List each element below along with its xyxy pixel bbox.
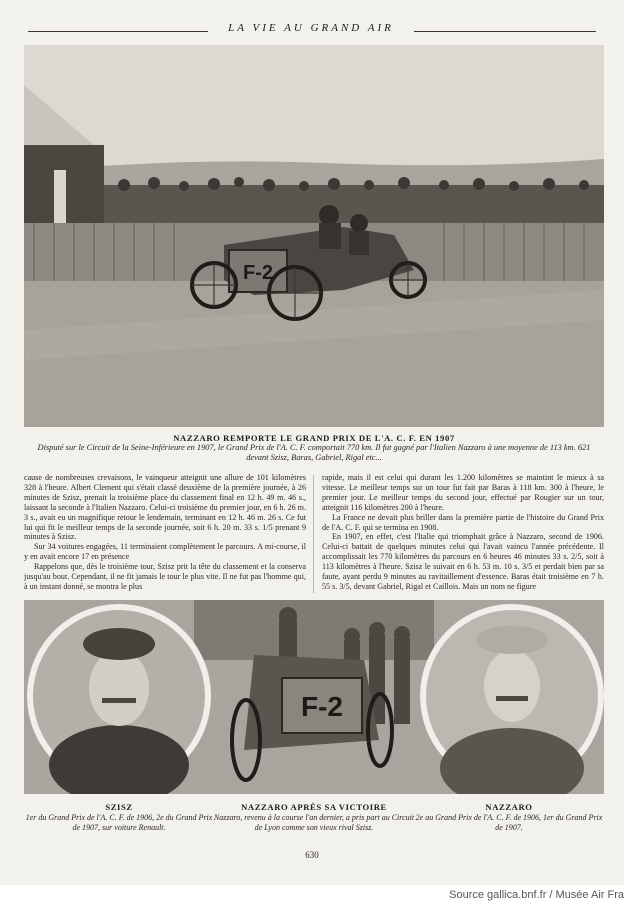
column-divider bbox=[313, 475, 314, 593]
portraits-photo-strip bbox=[24, 600, 604, 794]
car-number-label: F-2 bbox=[243, 262, 273, 284]
paragraph: Rappelons que, dès le troisième tour, Szisz prit la tête du classement et la conserva jusqu'au bout. Cependant, il ne fit jamais le tour le plus vite. Il ne fut pas l'homme qui, à un instant donné, se montra le plus bbox=[24, 562, 306, 591]
article-columns bbox=[24, 473, 604, 595]
top-photo-caption-text: Disputé sur le Circuit de la Seine-Inférieure en 1907, le Grand Prix de l'A. C. F. comportait 770 km. Il fut gagné par l'Italien Nazzaro à une moyenne de 113 km. 621 devant Szisz, Baras, Gabriel, Rigal etc... bbox=[37, 443, 591, 462]
race-car-photo bbox=[24, 45, 604, 427]
car-number-label: F-2 bbox=[301, 691, 343, 722]
caption-text: Nazzaro, revenu à la course l'an dernier, a pris part au Circuit de Lyon comme son vieux rival Szisz. bbox=[213, 813, 415, 832]
magazine-title: LA VIE AU GRAND AIR bbox=[228, 22, 394, 34]
article-column-left bbox=[24, 473, 306, 592]
article-column-right bbox=[322, 473, 604, 592]
caption-nazzaro-victory bbox=[212, 802, 416, 833]
paragraph: Sur 34 voitures engagées, 11 terminaient complètement le parcours. A mi-course, il y en avait encore 17 en présence bbox=[24, 542, 306, 562]
source-footer bbox=[0, 885, 624, 907]
caption-nazzaro bbox=[414, 802, 604, 833]
caption-title: NAZZARO APRÈS SA VICTOIRE bbox=[241, 802, 387, 812]
caption-szisz bbox=[24, 802, 214, 833]
caption-title: SZISZ bbox=[105, 802, 133, 812]
paragraph: rapide, mais il est celui qui durant les 1.200 kilomètres se maintint le mieux à sa vitesse. Le meilleur temps sur un tour fut fait par Baras à 118 km. 300 à l'heure, le premier jour. Le meilleur temps du second jour, effectué par Rougier sur un tour, atteignit 116 kilomètres 200 à l'heure. bbox=[322, 473, 604, 512]
paragraph: cause de nombreuses crevaisons, le vainqueur atteignit une allure de 101 kilomètres 328 à l'heure. Albert Clement qui s'était classé deuxième de la première journée, à 26 minutes de Szisz, prenait la troisième place du classement final en 12 h. 49 m. 46 s., laissant la seconde à l'Italien Nazzaro. Celui-ci troisième du premier jour, en 6 h. 26 m. 3 s., avait eu un magnifique retour le lendemain, terminant en 12 h. 46 m. 26 s. Ce fut lui qui fit le meilleur temps de la seconde journée, soit 6 h. 20 m. 33 s. 1/5 prenant 9 minutes à Szisz. bbox=[24, 473, 306, 542]
caption-title: NAZZARO bbox=[485, 802, 533, 812]
paragraph: La France ne devait plus briller dans la première partie de l'histoire du Grand Prix de l'A. C. F. qui se termina en 1908. bbox=[322, 512, 604, 532]
running-head bbox=[0, 22, 624, 38]
header-rule-left bbox=[28, 31, 208, 32]
page-number: 630 bbox=[305, 850, 319, 860]
race-scene-illustration bbox=[24, 45, 604, 427]
top-photo-caption-title: NAZZARO REMPORTE LE GRAND PRIX DE L'A. C. F. EN 1907 bbox=[173, 433, 455, 443]
caption-text: 2e au Grand Prix de l'A. C. F. de 1906, 1er du Grand Prix de 1907. bbox=[415, 813, 603, 832]
portraits-illustration bbox=[24, 600, 604, 794]
header-rule-right bbox=[414, 31, 596, 32]
paragraph: En 1907, en effet, c'est l'Italie qui triomphait grâce à Nazzaro, second de 1906. Celui-ci battait de quelques minutes celui qui l'avait vaincu l'année précédente. Il accomplissait les 770 kilomètres du parcours en 6 heures 46 minutes 33 s. 2/5, soit à 113 kilomètres à l'heure. Szisz le suivait en 6 h. 53 m. 10 s. 3/5 et perdait bien par sa faute, ayant perdu 9 minutes au ravitaillement d'essence. Baras était troisième en 7 h. 55 s. 3/5, devant Gabriel, Rigal et Caillois. Mais un nom ne figure bbox=[322, 532, 604, 591]
source-credit: Source gallica.bnf.fr / Musée Air Fra bbox=[449, 889, 624, 901]
caption-text: 1er du Grand Prix de l'A. C. F. de 1906, 2e du Grand Prix de 1907, sur voiture Renault. bbox=[25, 813, 213, 832]
